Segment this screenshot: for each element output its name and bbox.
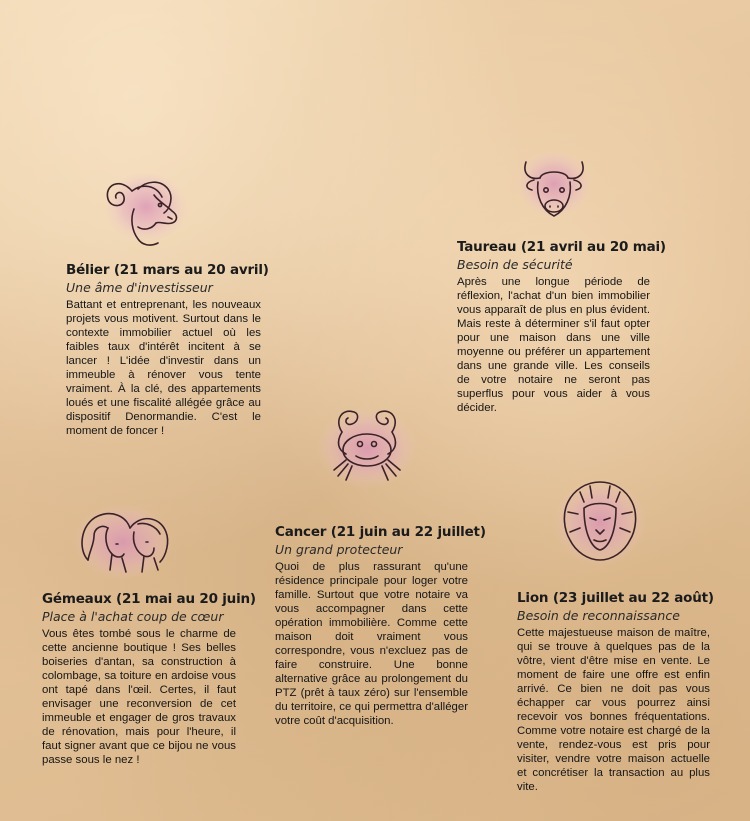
sign-body: Après une longue période de réflexion, l'achat d'un bien immobilier vous apparaît de plus en plus évident. Mais reste à déterminer s'il faut opter pour une maison dans une ville moyenne ou préférer un appartement dans une grande ville. Les conseils de votre notaire ne seront pas superflus pour vous aider à vous décider. xyxy=(457,276,650,414)
sign-title: Taureau (21 avril au 20 mai) xyxy=(457,239,666,255)
sign-subtitle: Besoin de sécurité xyxy=(457,257,573,272)
lion-icon xyxy=(550,472,650,572)
sign-title: Bélier (21 mars au 20 avril) xyxy=(66,262,269,278)
sign-belier xyxy=(66,261,269,438)
crab-icon xyxy=(312,398,422,496)
sign-cancer xyxy=(275,523,486,728)
sign-body: Vous êtes tombé sous le charme de cette ancienne boutique ! Ses belles boiseries d'antan, sa construction à colombage, sa toiture en ardoise vous ont tapé dans l'œil. Certes, il faut envisager une reconversion de cet immeuble et engager de gros travaux de rénovation, mais pour l'heure, il faut signer avant que ce bijou ne vous passe sous le nez ! xyxy=(42,628,236,766)
twins-icon xyxy=(68,500,178,584)
bull-icon xyxy=(512,144,596,228)
sign-gemeaux xyxy=(42,590,256,767)
sign-title: Lion (23 juillet au 22 août) xyxy=(517,590,714,606)
sign-subtitle: Besoin de reconnaissance xyxy=(517,608,680,623)
ram-icon xyxy=(98,165,188,253)
sign-lion xyxy=(517,589,714,794)
sign-taureau xyxy=(457,238,666,415)
sign-body: Battant et entreprenant, les nouveaux projets vous motivent. Surtout dans le contexte immobilier actuel où les faibles taux d'intérêt incitent à se lancer ! L'idée d'investir dans un immeuble à rénover vous tente vraiment. À la clé, des appartements loués et une fiscalité allégée grâce au dispositif Denormandie. C'est le moment de foncer ! xyxy=(66,299,261,437)
sign-title: Cancer (21 juin au 22 juillet) xyxy=(275,524,486,540)
sign-body: Cette majestueuse maison de maître, qui se trouve à quelques pas de la vôtre, vient d'être mise en vente. Le moment de faire une offre est enfin arrivé. Ce bien ne doit pas vous échapper car vous pourrez ainsi recevoir vos bonnes fréquentations. Comme votre notaire est chargé de la vente, rendez-vous est pris pour visiter, vendre votre maison actuelle et concrétiser la transaction au plus vite. xyxy=(517,627,710,793)
sign-subtitle: Place à l'achat coup de cœur xyxy=(42,609,224,624)
sign-subtitle: Une âme d'investisseur xyxy=(66,280,213,295)
sign-title: Gémeaux (21 mai au 20 juin) xyxy=(42,591,256,607)
sign-subtitle: Un grand protecteur xyxy=(275,542,403,557)
sign-body: Quoi de plus rassurant qu'une résidence principale pour loger votre famille. Surtout que votre notaire va vous accompagner dans cette opération immobilière. Comme cette maison doit vraiment vous correspondre, vous n'excluez pas de faire construire. Une bonne alternative grâce au prolongement du PTZ (prêt à taux zéro) sur l'ensemble du territoire, ce qui permettra d'alléger votre coût d'acquisition. xyxy=(275,561,468,727)
